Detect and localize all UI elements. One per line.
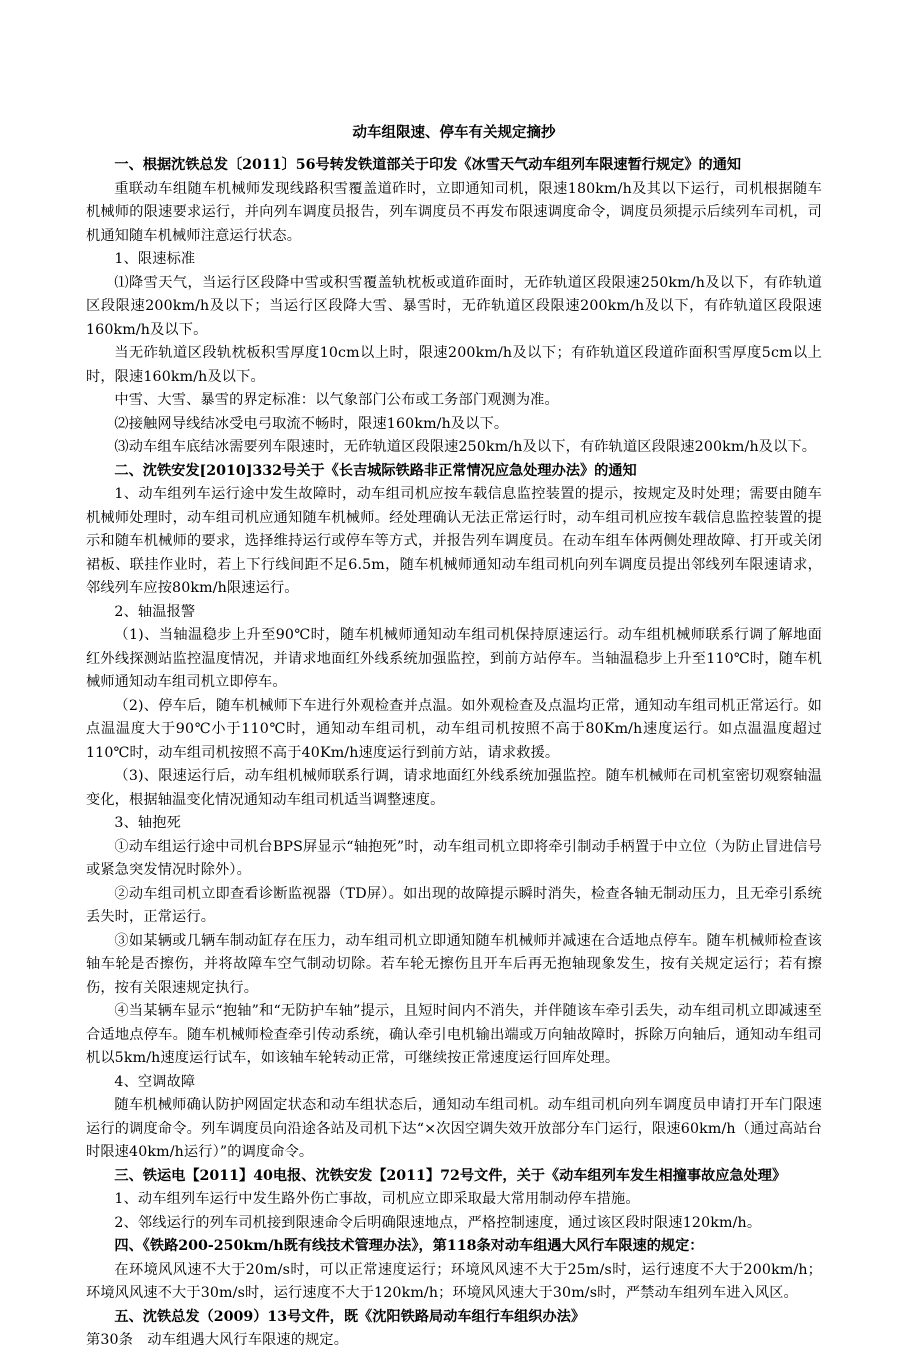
section-heading-3: 三、铁运电【2011】40电报、沈铁安发【2011】72号文件，关于《动车组列车发生相撞事故应急处理》: [114, 1167, 787, 1184]
paragraph: ③如某辆或几辆车制动缸存在压力，动车组司机立即通知随车机械师并减速在合适地点停车。随车机械师检查该轴车轮是否擦伤，并将故障车空气制动切除。若车轮无擦伤且开车后再无抱轴现象发生，按有关规定运行；若有擦伤，按有关限速规定执行。: [86, 932, 822, 996]
paragraph: 1、动车组列车运行途中发生故障时，动车组司机应按车载信息监控装置的提示，按规定及时处理；需要由随车机械师处理时，动车组司机应通知随车机械师。经处理确认无法正常运行时，动车组司机应按车载信息监控装置的提示和随车机械师的要求，选择维持运行或停车等方式，并报告列车调度员。在动车组车体两侧处理故障、打开或关闭裙板、联挂作业时，若上下行线间距不足6.5m，随车机械师通知动车组司机向列车调度员提出邻线列车限速请求，邻线列车应按80km/h限速运行。: [86, 486, 822, 596]
paragraph: ①动车组运行途中司机台BPS屏显示“轴抱死”时，动车组司机立即将牵引制动手柄置于中立位（为防止冒进信号或紧急突发情况时除外）。: [86, 838, 822, 878]
paragraph: 当无砟轨道区段轨枕板积雪厚度10cm以上时，限速200km/h及以下；有砟轨道区段道砟面积雪厚度5cm以上时，限速160km/h及以下。: [86, 345, 822, 385]
paragraph: （3)、限速运行后，动车组机械师联系行调，请求地面红外线系统加强监控。随车机械师在司机室密切观察轴温变化，根据轴温变化情况通知动车组司机适当调整速度。: [86, 768, 822, 808]
subsection-label: 2、轴温报警: [114, 603, 196, 620]
section-heading-5: 五、沈铁总发（2009）13号文件，既《沈阳铁路局动车组行车组织办法》: [114, 1308, 586, 1325]
paragraph: 2、邻线运行的列车司机接到限速命令后明确限速地点，严格控制速度，通过该区段时限速120km/h。: [114, 1214, 762, 1231]
paragraph: ④当某辆车显示“抱轴”和“无防护车轴”提示，且短时间内不消失，并伴随该车牵引丢失，动车组司机立即减速至合适地点停车。随车机械师检查牵引传动系统，确认牵引电机输出端或万向轴故障时，拆除万向轴后，通知动车组司机以5km/h速度运行试车，如该轴车轮转动正常，可继续按正常速度运行回库处理。: [86, 1003, 822, 1066]
paragraph: （2)、停车后，随车机械师下车进行外观检查并点温。如外观检查及点温均正常，通知动车组司机正常运行。如点温温度大于90℃小于110℃时，通知动车组司机，动车组司机按照不高于80Km/h速度运行。如点温温度超过110℃时，动车组司机按照不高于40Km/h速度运行到前方站，请求救援。: [86, 697, 822, 761]
document-title: 动车组限速、停车有关规定摘抄: [352, 124, 556, 141]
paragraph: 第30条 动车组遇大风行车限速的规定。: [86, 1332, 349, 1348]
document-page: [86, 122, 822, 1353]
section-heading-2: 二、沈铁安发[2010]332号关于《长吉城际铁路非正常情况应急处理办法》的通知: [114, 462, 637, 479]
paragraph: 中雪、大雪、暴雪的界定标准：以气象部门公布或工务部门观测为准。: [114, 392, 559, 408]
paragraph: ⑵接触网导线结冰受电弓取流不畅时，限速160km/h及以下。: [114, 415, 509, 432]
paragraph: 在环境风风速不大于20m/s时，可以正常速度运行；环境风风速不大于25m/s时，运行速度不大于200km/h；环境风风速不大于30m/s时，运行速度不大于120km/h；环境风风速大于30m/s时，严禁动车组列车进入风区。: [86, 1261, 822, 1301]
section-heading-4: 四、《铁路200-250km/h既有线技术管理办法》，第118条对动车组遇大风行车限速的规定：: [114, 1238, 704, 1254]
paragraph: ②动车组司机立即查看诊断监视器（TD屏）。如出现的故障提示瞬时消失，检查各轴无制动压力，且无牵引系统丢失时，正常运行。: [86, 885, 822, 925]
paragraph: 随车机械师确认防护网固定状态和动车组状态后，通知动车组司机。动车组司机向列车调度员申请打开车门限速运行的调度命令。列车调度员向沿途各站及司机下达“×次因空调失效开放部分车门运行，限速60km/h（通过高站台时限速40km/h运行）”的调度命令。: [86, 1097, 822, 1160]
subsection-label: 3、轴抱死: [114, 815, 181, 831]
subsection-label: 1、限速标准: [114, 251, 196, 267]
paragraph: 重联动车组随车机械师发现线路积雪覆盖道砟时，立即通知司机，限速180km/h及其以下运行，司机根据随车机械师的限速要求运行，并向列车调度员报告，列车调度员不再发布限速调度命令，调度员须提示后续列车司机，司机通知随车机械师注意运行状态。: [86, 180, 822, 244]
subsection-label: 4、空调故障: [114, 1073, 196, 1090]
paragraph: 1、动车组列车运行中发生路外伤亡事故，司机应立即采取最大常用制动停车措施。: [114, 1191, 640, 1207]
paragraph: ⑴降雪天气，当运行区段降中雪或积雪覆盖轨枕板或道砟面时，无砟轨道区段限速250km/h及以下，有砟轨道区段限速200km/h及以下；当运行区段降大雪、暴雪时，无砟轨道区段限速200km/h及以下，有砟轨道区段限速160km/h及以下。: [86, 274, 822, 338]
section-heading-1: 一、根据沈铁总发〔2011〕56号转发铁道部关于印发《冰雪天气动车组列车限速暂行规定》的通知: [114, 157, 742, 173]
paragraph: ⑶动车组车底结冰需要列车限速时，无砟轨道区段限速250km/h及以下，有砟轨道区段限速200km/h及以下。: [114, 439, 817, 455]
paragraph: （1)、当轴温稳步上升至90℃时，随车机械师通知动车组司机保持原速运行。动车组机械师联系行调了解地面红外线探测站监控温度情况，并请求地面红外线系统加强监控，到前方站停车。当轴温稳步上升至110℃时，随车机械师通知动车组司机立即停车。: [86, 627, 822, 690]
